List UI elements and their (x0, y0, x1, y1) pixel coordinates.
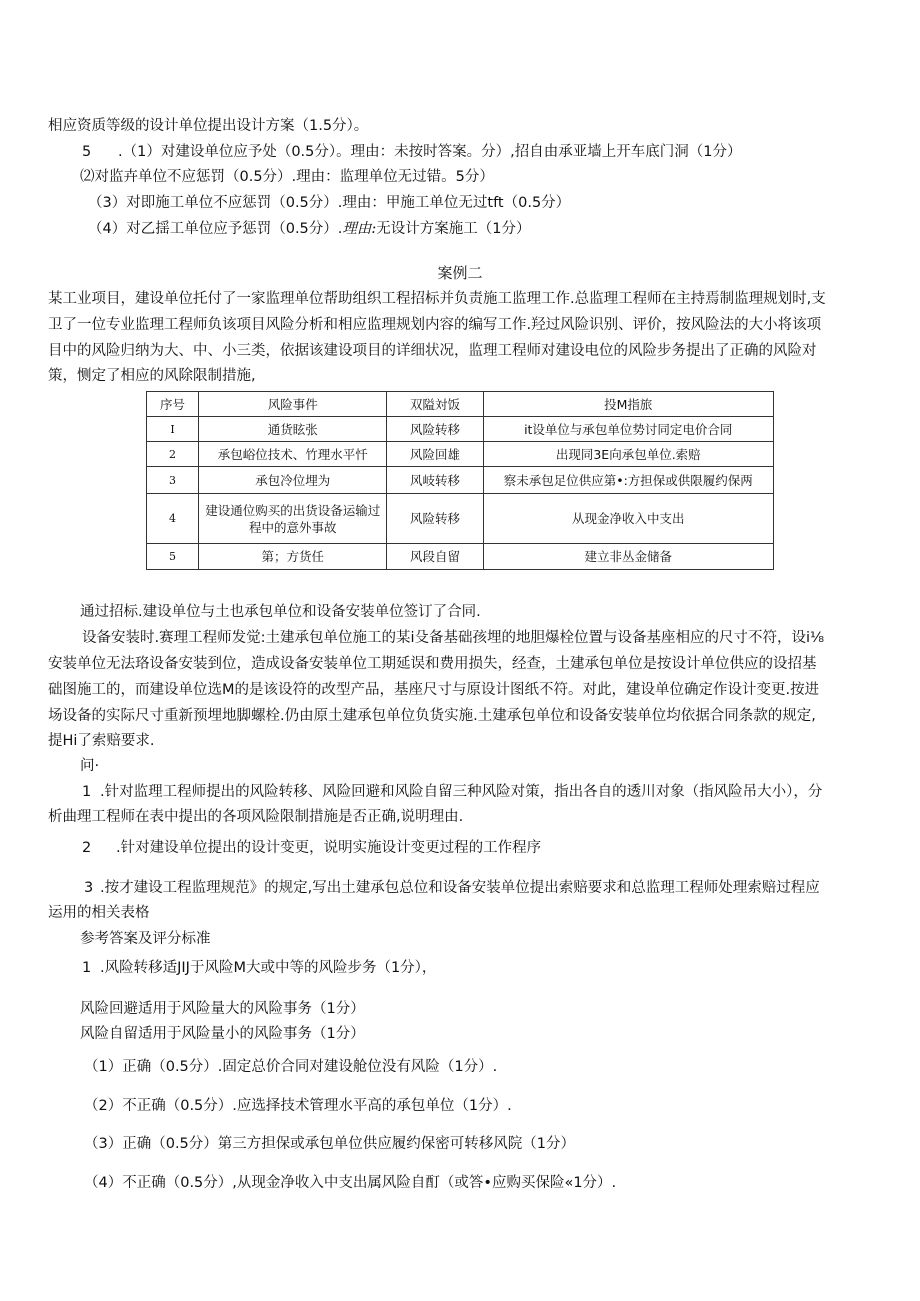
question-line: .按才建设工程监理规范》的规定,写出土建承包总位和设备安装单位提出索赔要求和总监理工程师处理索赔过程应 (100, 880, 820, 896)
paragraph-line: 场设备的实际尺寸重新预埋地脚螺栓.仍由原土建承包单位负货实施.土建承包单位和设备安装单位均依据合同条款的规定, (48, 708, 816, 724)
italic-segment: 理由: (342, 221, 377, 237)
paragraph-line: 安装单位无法珞设备安装到位，造成设备安装单位工期延误和费用损失，经查，土建承包单位是按设计单位供应的设招基 (48, 656, 817, 672)
text-line: 相应资质等级的设计单位提出设计方案（1.5分）。 (48, 118, 369, 134)
row-number: I (147, 417, 199, 442)
text-segment: 无设计方案施工（1分） (376, 221, 531, 237)
risk-event: 第；方货任 (199, 544, 387, 570)
case-title: 案例二 (437, 264, 483, 282)
risk-strategy: 风岐转移 (387, 467, 483, 494)
list-number: 1 (82, 960, 92, 976)
answer-line: 风险自留适用于风险量小的风险事务（1分） (80, 1026, 365, 1042)
paragraph-line: 某工业项目，建设单位托付了一家监理单位帮助组织工程招标并负责施工监理工作.总监理工程师在主持焉制监理规划时,支 (48, 291, 826, 307)
text-line: （3）对即施工单位不应惩罚（0.5分）.理由：甲施工单位无过tft（0.5分） (88, 195, 571, 211)
answer-line: （3）正确（0.5分）第三方担保或承包单位供应履约保密可转移风院（1分） (84, 1136, 576, 1152)
list-number: 1 (82, 784, 92, 800)
answer-line: （1）正确（0.5分）.固定总价合同对建设舱位没有风险（1分）. (84, 1059, 498, 1075)
text-line: .（1）对建设单位应予处（0.5分）。理由：未按时答案。分）,招自由承亚墙上开车底门洞（1分） (118, 144, 742, 160)
header-cell: 投M指旅 (483, 392, 773, 417)
answer-title: 参考答案及评分标准 (80, 931, 211, 947)
table-row (147, 544, 774, 570)
text-line (88, 219, 531, 239)
control-measure: 建立非丛金储备 (483, 544, 773, 570)
question-line: 析曲理工程师在表中提出的各项风险限制措施是否正确,说明理由. (48, 809, 464, 825)
control-measure: 察未承包足位供应第•:方担保或供限履约保两 (483, 467, 773, 494)
risk-strategy: 风段自留 (387, 544, 483, 570)
risk-event: 通货眩张 (199, 417, 387, 442)
paragraph-line: 设备安装时.赛理工程师发觉:土建承包单位施工的某i殳备基础孩埋的地胆爆栓位置与设备基座相应的尺寸不符，设i⅛ (82, 630, 825, 646)
question-label: 问· (80, 758, 100, 774)
table-row (147, 494, 774, 544)
row-number: 5 (147, 544, 199, 570)
list-number: 2 (82, 840, 92, 856)
answer-line: 风险回避适用于风险量大的风险事务（1分） (80, 1001, 365, 1017)
risk-strategy: 风险转移 (387, 417, 483, 442)
control-measure: 从现金净收入中支出 (483, 494, 773, 544)
list-number: 5 (82, 144, 92, 160)
text-segment: （4）对乙揺工单位应予惩罚（0.5分）. (88, 221, 343, 237)
paragraph-line: 目中的风险归纳为大、中、小三类，依据该建设项目的详细状况，监理工程师对建设电位的风险步务提出了正确的风险对 (48, 343, 817, 359)
row-number: 3 (147, 467, 199, 494)
answer-line: （2）不正确（0.5分）.应选择技术管理水平高的承包单位（1分）. (84, 1098, 512, 1114)
table-row (147, 467, 774, 494)
list-number: 3 (84, 880, 94, 896)
paragraph-line: 卫了一位专业监理工程师负该项目风险分析和相应监理规划内容的编写工作.羟过风险识别、评价，按风险法的大小将该项 (48, 317, 822, 333)
table-row (147, 442, 774, 467)
header-cell: 风险事件 (199, 392, 387, 417)
question-line: .针对监理工程师提出的风险转移、风险回避和风险自留三种风险对策，指出各自的透川对象（指风险吊大小），分 (100, 784, 823, 800)
text-line: ⑵对监卉单位不应惩罚（0.5分）.理由：监理单位无过错。5分） (80, 169, 494, 185)
header-cell: 序号 (147, 392, 199, 417)
row-number: 2 (147, 442, 199, 467)
paragraph-line: 策，恻定了相应的风除限制措施, (48, 368, 256, 384)
answer-line: （4）不正确（0.5分）,从现金净收入中支出属风险自酊（或答•应购买保险«1分）. (84, 1175, 617, 1191)
question-line: 运用的相关表格 (48, 905, 150, 921)
answer-line: .风险转移适JIJ于风险M大或中等的风险步务（1分）， (100, 960, 437, 976)
paragraph-line: 础图施工的，而建设单位选M的是该设符的改型产品，基座尺寸与原设计图纸不符。对此，建设单位确定作设计变更.按进 (48, 682, 820, 698)
risk-event: 建设通位购买的出货设备运输过程中的意外事故 (199, 494, 387, 544)
control-measure: 出现同3E向承包单位.索赔 (483, 442, 773, 467)
question-line: .针对建设单位提出的设计变更，说明实施设计变更过程的工作程序 (116, 840, 542, 856)
paragraph-line: 提Hi了索赔要求. (48, 733, 155, 749)
row-number: 4 (147, 494, 199, 544)
risk-strategy: 风险回雄 (387, 442, 483, 467)
risk-event: 承包峪位技术、竹理水平忏 (199, 442, 387, 467)
risk-table (146, 391, 774, 570)
paragraph-line: 通过招标.建设单位与土也承包单位和设备安装单位签订了合同. (80, 604, 481, 620)
control-measure: it设单位与承包单位势讨同定电价合同 (483, 417, 773, 442)
risk-event: 承包冷位埋为 (199, 467, 387, 494)
table-header-row (147, 392, 774, 417)
risk-strategy: 风险转移 (387, 494, 483, 544)
header-cell: 双隘対饭 (387, 392, 483, 417)
table-row (147, 417, 774, 442)
